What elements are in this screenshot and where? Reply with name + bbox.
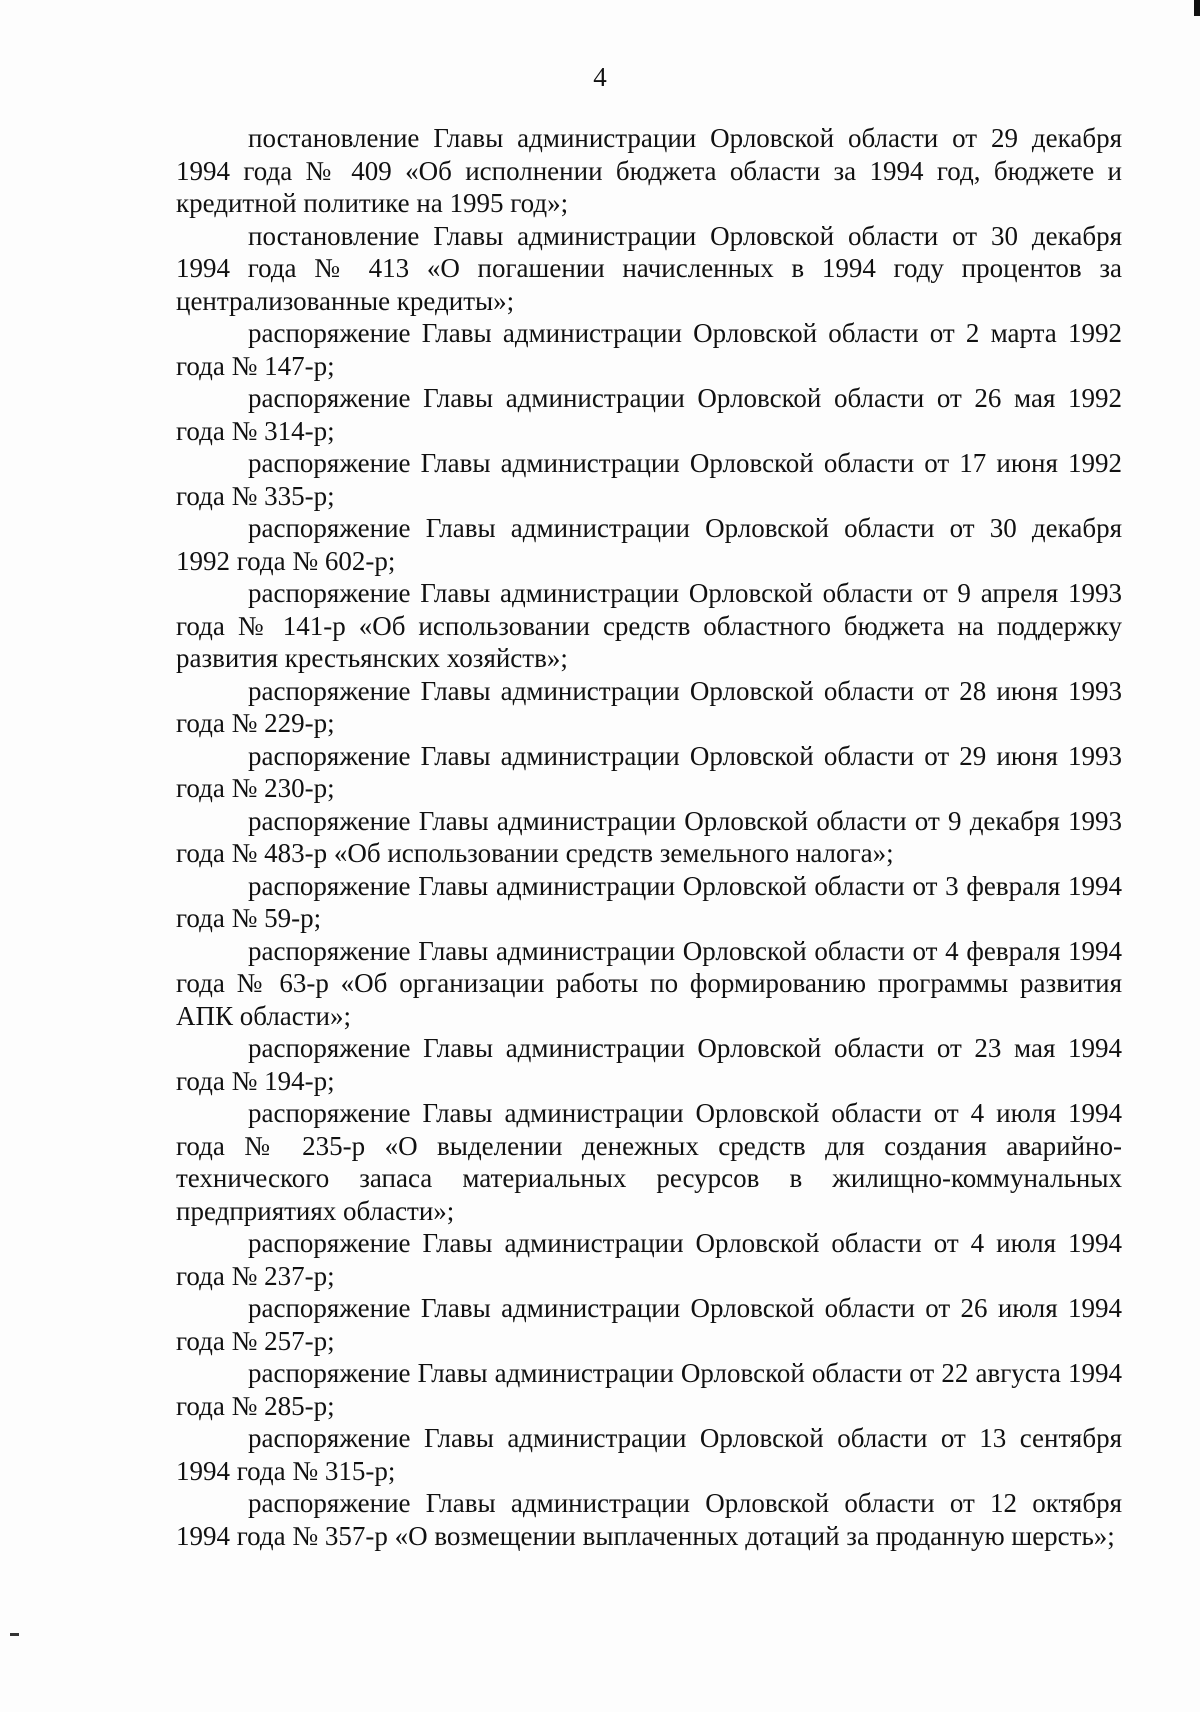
document-body [176,122,1122,1552]
paragraph: постановление Главы администрации Орловской области от 30 декабря 1994 года № 413 «О погашении начисленных в 1994 году процентов за централизованные кредиты»; [176,220,1122,316]
scan-mark [1194,0,1200,16]
paragraph: распоряжение Главы администрации Орловской области от 3 февраля 1994 года № 59-р; [176,870,1122,933]
scan-mark [10,1633,19,1636]
paragraph: распоряжение Главы администрации Орловской области от 4 февраля 1994 года № 63-р «Об организации работы по формированию программы развития АПК области»; [176,935,1122,1031]
paragraph: распоряжение Главы администрации Орловской области от 12 октября 1994 года № 357-р «О возмещении выплаченных дотаций за проданную шерсть»; [176,1488,1122,1551]
paragraph: распоряжение Главы администрации Орловской области от 30 декабря 1992 года № 602-р; [176,513,1122,576]
paragraph: распоряжение Главы администрации Орловской области от 13 сентября 1994 года № 315-р; [176,1423,1122,1486]
paragraph: распоряжение Главы администрации Орловской области от 17 июня 1992 года № 335-р; [176,448,1122,511]
paragraph: распоряжение Главы администрации Орловской области от 22 августа 1994 года № 285-р; [176,1358,1122,1421]
paragraph: распоряжение Главы администрации Орловской области от 26 июля 1994 года № 257-р; [176,1293,1122,1356]
paragraph: распоряжение Главы администрации Орловской области от 28 июня 1993 года № 229-р; [176,675,1122,738]
paragraph: распоряжение Главы администрации Орловской области от 23 мая 1994 года № 194-р; [176,1033,1122,1096]
paragraph: постановление Главы администрации Орловской области от 29 декабря 1994 года № 409 «Об исполнении бюджета области за 1994 год, бюджете и кредитной политике на 1995 год»; [176,123,1122,218]
paragraph: распоряжение Главы администрации Орловской области от 9 декабря 1993 года № 483-р «Об использовании средств земельного налога»; [176,805,1122,868]
paragraph: распоряжение Главы администрации Орловской области от 2 марта 1992 года № 147-р; [176,318,1122,381]
paragraph: распоряжение Главы администрации Орловской области от 26 мая 1992 года № 314-р; [176,383,1122,446]
paragraph: распоряжение Главы администрации Орловской области от 4 июля 1994 года № 235-р «О выделении денежных средств для создания аварийно-технического запаса материальных ресурсов в жилищно-коммунальных предприятиях области»; [176,1098,1122,1226]
paragraph: распоряжение Главы администрации Орловской области от 9 апреля 1993 года № 141-р «Об использовании средств областного бюджета на поддержку развития крестьянских хозяйств»; [176,578,1122,673]
paragraph: распоряжение Главы администрации Орловской области от 4 июля 1994 года № 237-р; [176,1228,1122,1291]
page-number: 4 [593,62,607,92]
paragraph: распоряжение Главы администрации Орловской области от 29 июня 1993 года № 230-р; [176,740,1122,803]
